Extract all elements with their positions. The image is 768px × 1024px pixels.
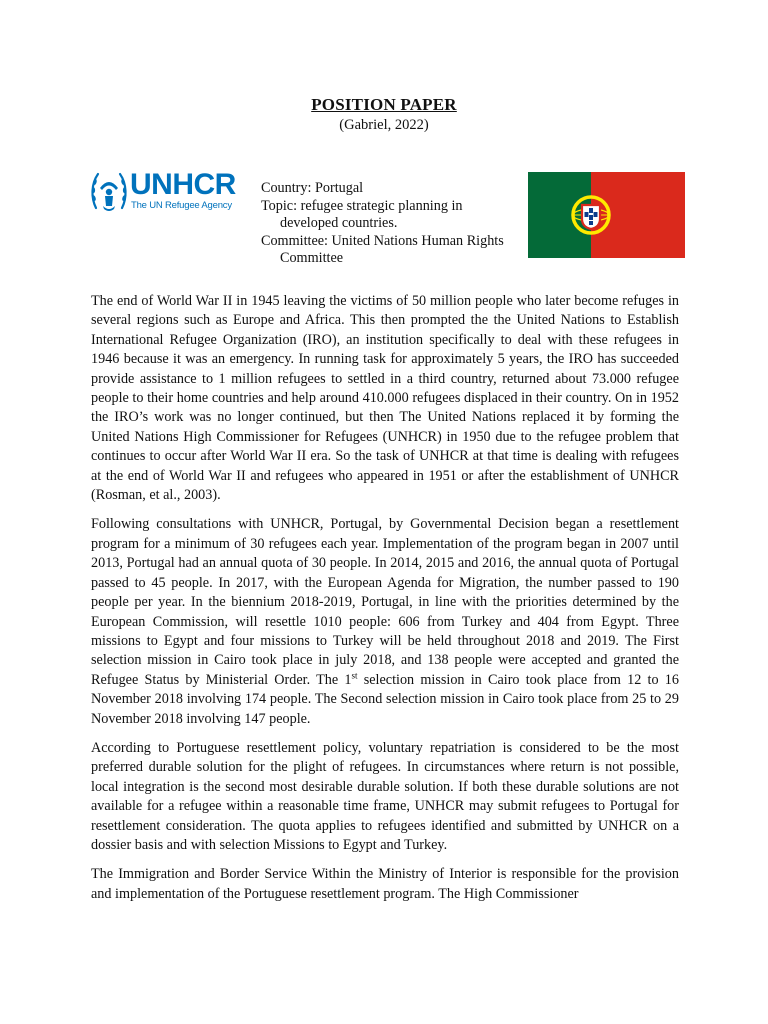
document-title: POSITION PAPER	[311, 95, 457, 114]
topic-line-continued: developed countries.	[280, 215, 398, 232]
paragraph-1: The end of World War II in 1945 leaving the victims of 50 million people who later become refuges in several regions such as Europe and Africa. This then prompted the the United Nations to Establish International Refugee Organization (IRO), an institution specifically to deal with these refugees in 1946 because it was an emergency. In running task for approximately 5 years, the IRO has succeeded provide assistance to 1 million refugees to settled in a third country, returned about 73.000 refugee people to their home countries and help around 410.000 refugees displaced in their country. On in 1952 the IRO’s work was no longer continued, but then The United Nations replaced it by forming the United Nations High Commissioner for Refugees (UNHCR) in 1950 due to the refugee problem that continues to occur after World War II era. So the task of UNHCR at that time is dealing with refugees at the end of World War II and refugees who appeared in 1951 or after the establishment of UNHCR (Rosman, et al., 2003).	[91, 293, 679, 504]
info-block	[261, 180, 511, 268]
ordinal-superscript: st	[351, 669, 358, 680]
unhcr-logo	[90, 168, 235, 216]
committee-line-continued: Committee	[280, 250, 344, 267]
unhcr-emblem-icon	[90, 168, 128, 212]
logo-subtitle: The UN Refugee Agency	[131, 200, 232, 211]
topic-line: Topic: refugee strategic planning in	[261, 197, 463, 214]
document-citation: (Gabriel, 2022)	[339, 117, 429, 133]
committee-line: Committee: United Nations Human Rights	[261, 232, 504, 249]
paragraph-3: According to Portuguese resettlement policy, voluntary repatriation is considered to be the most preferred durable solution for the plight of refugees. In circumstances where return is not possible, local integration is the second most desirable durable solution. If both these durable solutions are not available for a refugee within a reasonable time frame, UNHCR may submit refugees to Portugal for resettlement consideration. The quota applies to refugees identified and submitted by UNHCR on a dossier basis and with selection Missions to Egypt and Turkey.	[91, 739, 679, 853]
logo-wordmark: UNHCR	[130, 168, 236, 201]
paragraph-2	[91, 515, 679, 728]
paragraph-2-part-a: Following consultations with UNHCR, Portugal, by Governmental Decision began a resettlement program for a minimum of 30 refugees each year. Implementation of the program began in 2007 until 2013, Portugal had an annual quota of 30 people. In 2014, 2015 and 2016, the annual quota of Portugal passed to 45 people. In 2017, with the European Agenda for Migration, the number passed to 190 people per year. In the biennium 2018-2019, Portugal, in line with the priorities determined by the European Commission, will resettle 1010 people: 606 from Turkey and 404 from Egypt. Three missions to Egypt and four missions to Turkey will be held throughout 2018 and 2019. The First selection mission in Cairo took place in july 2018, and 138 people were accepted and granted the Refugee Status by Ministerial Order. The 1	[91, 516, 679, 688]
paragraph-4: The Immigration and Border Service Within the Ministry of Interior is responsible for the provision and implementation of the Portuguese resettlement program. The High Commissioner	[91, 866, 679, 902]
paragraph-2-part-b: selection mission in Cairo took place from 12 to 16 November 2018 involving 174 people. The Second selection mission in Cairo took place from 25 to 29 November 2018 involving 147 people.	[91, 671, 679, 727]
portugal-flag-icon	[528, 172, 685, 258]
country-line: Country: Portugal	[261, 180, 364, 196]
document-body	[91, 292, 679, 914]
